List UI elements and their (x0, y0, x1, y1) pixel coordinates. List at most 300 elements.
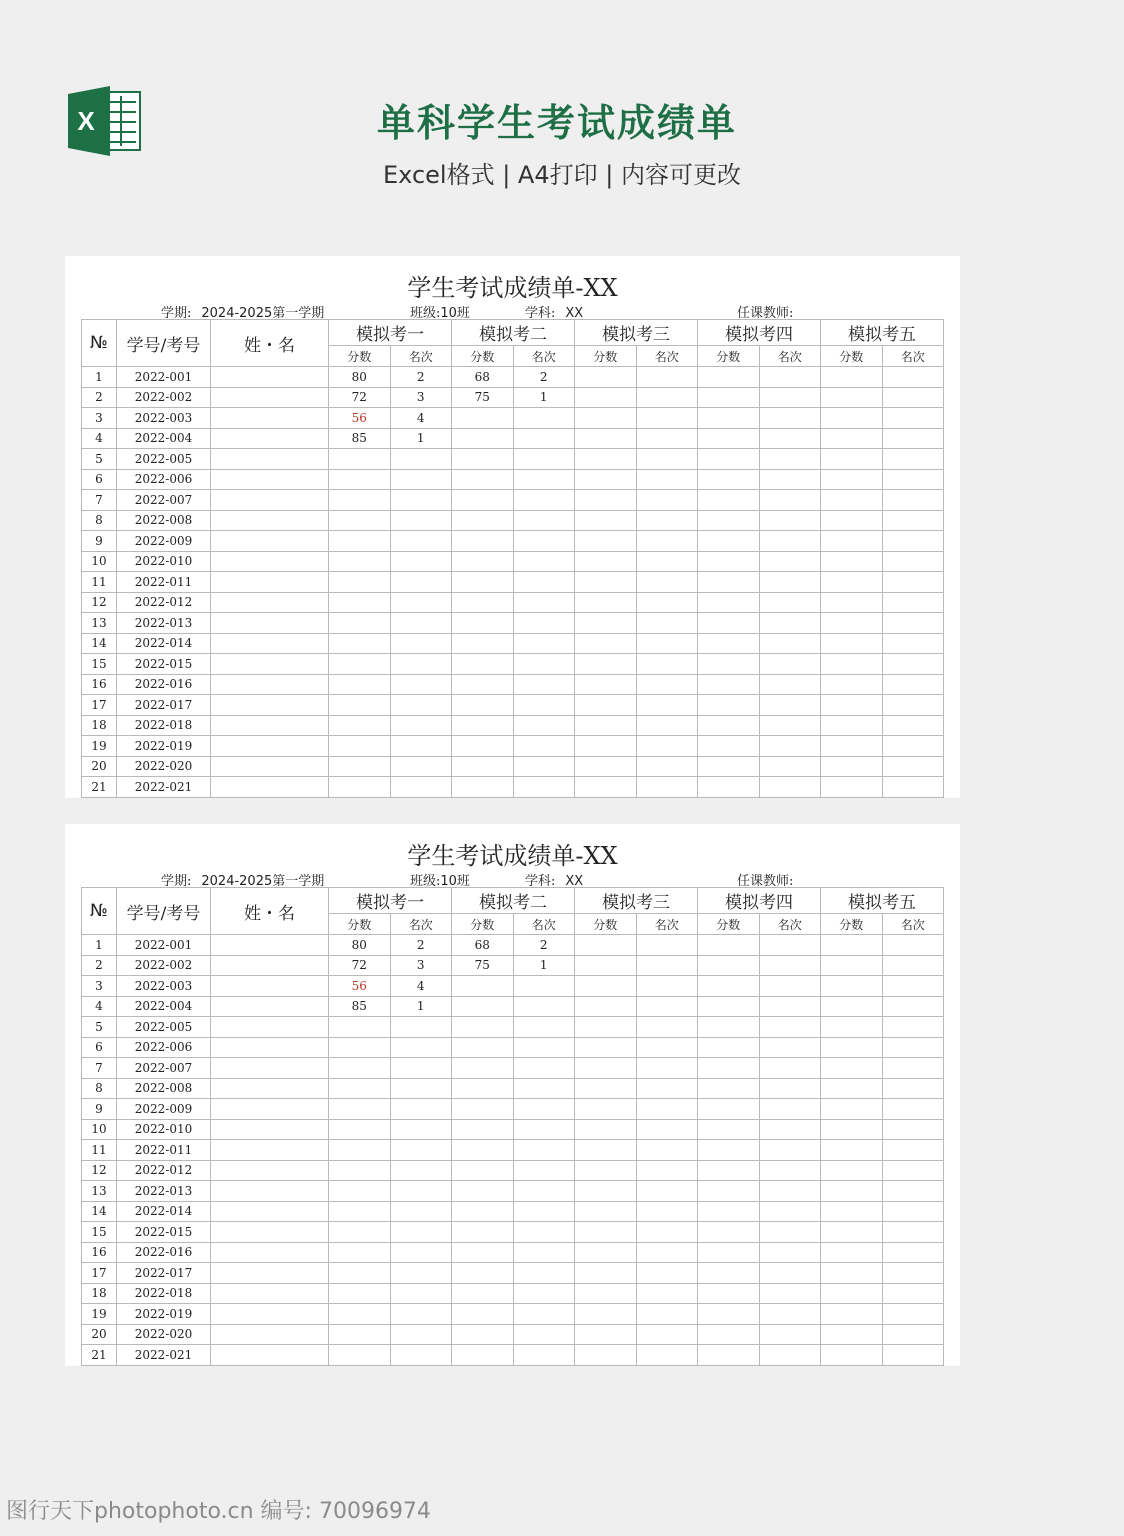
score-cell (329, 654, 391, 675)
student-id: 2022-006 (117, 469, 211, 490)
student-name (211, 469, 329, 490)
col-header-exam-3: 模拟考三 (575, 888, 698, 914)
score-cell (821, 1119, 883, 1140)
score-cell: 68 (452, 367, 514, 388)
score-cell (575, 551, 637, 572)
row-number: 7 (82, 1058, 117, 1079)
student-name (211, 1304, 329, 1325)
rank-cell (513, 551, 575, 572)
score-cell (452, 715, 514, 736)
student-name (211, 695, 329, 716)
student-name (211, 1140, 329, 1161)
score-cell (575, 935, 637, 956)
score-cell (452, 1160, 514, 1181)
rank-cell (882, 1324, 944, 1345)
score-cell (698, 756, 760, 777)
rank-cell (636, 1037, 698, 1058)
rank-cell (390, 510, 452, 531)
rank-cell (636, 1058, 698, 1079)
rank-cell (636, 510, 698, 531)
rank-cell (513, 592, 575, 613)
rank-cell (759, 408, 821, 429)
rank-cell (759, 1140, 821, 1161)
rank-cell (636, 674, 698, 695)
col-header-exam-2: 模拟考二 (452, 320, 575, 346)
col-header-no: № (82, 320, 117, 367)
teacher-label: 任课教师: (737, 306, 794, 321)
page-subtitle: Excel格式 | A4打印 | 内容可更改 (383, 161, 741, 189)
student-name (211, 1078, 329, 1099)
score-table-wrap (81, 887, 943, 1362)
score-cell (698, 633, 760, 654)
score-cell (329, 715, 391, 736)
score-cell (698, 469, 760, 490)
score-cell (329, 695, 391, 716)
row-number: 21 (82, 777, 117, 798)
rank-cell (390, 1078, 452, 1099)
row-number: 6 (82, 1037, 117, 1058)
rank-cell (636, 572, 698, 593)
rank-cell (513, 654, 575, 675)
rank-cell (882, 613, 944, 634)
score-cell (575, 1058, 637, 1079)
score-cell (452, 1078, 514, 1099)
score-cell (575, 1263, 637, 1284)
score-table (81, 887, 944, 1366)
row-number: 14 (82, 633, 117, 654)
col-header-rank: 名次 (513, 346, 575, 367)
student-id: 2022-013 (117, 613, 211, 634)
row-number: 10 (82, 1119, 117, 1140)
rank-cell (882, 572, 944, 593)
row-number: 15 (82, 654, 117, 675)
score-cell (698, 1037, 760, 1058)
score-cell: 75 (452, 955, 514, 976)
score-cell (821, 996, 883, 1017)
score-cell: 56 (329, 408, 391, 429)
rank-cell: 3 (390, 387, 452, 408)
score-cell (575, 1078, 637, 1099)
score-cell (698, 976, 760, 997)
rank-cell (390, 469, 452, 490)
score-cell (329, 756, 391, 777)
rank-cell (636, 428, 698, 449)
score-cell (821, 490, 883, 511)
student-id: 2022-002 (117, 955, 211, 976)
table-row (82, 715, 944, 736)
score-cell (575, 592, 637, 613)
table-row (82, 367, 944, 388)
rank-cell (636, 976, 698, 997)
row-number: 13 (82, 1181, 117, 1202)
rank-cell (513, 1037, 575, 1058)
score-cell (698, 1058, 760, 1079)
score-cell (575, 674, 637, 695)
score-cell (329, 1160, 391, 1181)
subject-label: 学科: (525, 306, 556, 321)
score-cell: 75 (452, 387, 514, 408)
student-id: 2022-005 (117, 1017, 211, 1038)
score-cell (452, 1304, 514, 1325)
student-id: 2022-019 (117, 736, 211, 757)
rank-cell (759, 1304, 821, 1325)
rank-cell (513, 408, 575, 429)
rank-cell (390, 695, 452, 716)
rank-cell (759, 1119, 821, 1140)
score-cell (575, 1283, 637, 1304)
row-number: 8 (82, 510, 117, 531)
score-cell (575, 1201, 637, 1222)
score-cell (698, 510, 760, 531)
score-cell (452, 613, 514, 634)
table-row (82, 1324, 944, 1345)
score-cell (329, 1181, 391, 1202)
score-cell (329, 1017, 391, 1038)
student-name (211, 935, 329, 956)
student-id: 2022-011 (117, 1140, 211, 1161)
score-cell (698, 367, 760, 388)
row-number: 1 (82, 935, 117, 956)
rank-cell (636, 777, 698, 798)
row-number: 9 (82, 1099, 117, 1120)
col-header-rank: 名次 (759, 346, 821, 367)
rank-cell (636, 1160, 698, 1181)
rank-cell (513, 756, 575, 777)
rank-cell (882, 935, 944, 956)
class-label: 班级: (410, 306, 441, 321)
rank-cell (390, 1017, 452, 1038)
student-name (211, 1160, 329, 1181)
rank-cell (882, 1181, 944, 1202)
rank-cell (513, 1263, 575, 1284)
col-header-exam-3: 模拟考三 (575, 320, 698, 346)
score-cell (821, 1017, 883, 1038)
student-name (211, 1222, 329, 1243)
score-cell (575, 633, 637, 654)
student-name (211, 367, 329, 388)
col-header-exam-5: 模拟考五 (821, 888, 944, 914)
row-number: 18 (82, 1283, 117, 1304)
score-cell (821, 1263, 883, 1284)
rank-cell (513, 1119, 575, 1140)
col-header-score: 分数 (821, 914, 883, 935)
rank-cell (882, 510, 944, 531)
rank-cell (513, 449, 575, 470)
student-id: 2022-010 (117, 1119, 211, 1140)
score-cell (329, 1099, 391, 1120)
score-cell: 80 (329, 935, 391, 956)
rank-cell (759, 613, 821, 634)
score-cell (575, 955, 637, 976)
rank-cell (759, 449, 821, 470)
score-cell (698, 1119, 760, 1140)
score-cell (698, 654, 760, 675)
score-cell (329, 1140, 391, 1161)
rank-cell (636, 1181, 698, 1202)
student-name (211, 1242, 329, 1263)
student-id: 2022-013 (117, 1181, 211, 1202)
score-cell (452, 996, 514, 1017)
score-cell (329, 531, 391, 552)
score-cell (698, 1201, 760, 1222)
student-id: 2022-017 (117, 1263, 211, 1284)
rank-cell (882, 756, 944, 777)
rank-cell (882, 633, 944, 654)
rank-cell (882, 408, 944, 429)
score-cell (821, 592, 883, 613)
rank-cell (759, 633, 821, 654)
score-cell (821, 715, 883, 736)
score-cell (452, 408, 514, 429)
rank-cell (636, 1201, 698, 1222)
row-number: 14 (82, 1201, 117, 1222)
row-number: 2 (82, 387, 117, 408)
student-name (211, 1181, 329, 1202)
col-header-rank: 名次 (882, 914, 944, 935)
term-value: 2024-2025第一学期 (201, 874, 325, 889)
rank-cell (636, 654, 698, 675)
rank-cell (759, 469, 821, 490)
table-row (82, 1242, 944, 1263)
score-cell (329, 469, 391, 490)
table-row (82, 1037, 944, 1058)
rank-cell (882, 1345, 944, 1366)
table-row (82, 695, 944, 716)
rank-cell (636, 935, 698, 956)
rank-cell (513, 633, 575, 654)
score-cell (698, 592, 760, 613)
student-name (211, 715, 329, 736)
rank-cell (882, 387, 944, 408)
table-row (82, 1304, 944, 1325)
rank-cell (882, 777, 944, 798)
rank-cell (390, 1324, 452, 1345)
rank-cell (513, 469, 575, 490)
rank-cell: 3 (390, 955, 452, 976)
student-name (211, 490, 329, 511)
score-cell (452, 674, 514, 695)
score-cell (698, 572, 760, 593)
score-cell (329, 633, 391, 654)
rank-cell (882, 592, 944, 613)
row-number: 17 (82, 695, 117, 716)
score-cell (329, 1242, 391, 1263)
rank-cell (759, 1017, 821, 1038)
student-id: 2022-009 (117, 531, 211, 552)
row-number: 16 (82, 674, 117, 695)
student-id: 2022-003 (117, 976, 211, 997)
score-cell (452, 1222, 514, 1243)
col-header-rank: 名次 (636, 914, 698, 935)
rank-cell (882, 654, 944, 675)
score-cell (821, 1099, 883, 1120)
rank-cell (882, 1017, 944, 1038)
table-row (82, 449, 944, 470)
rank-cell (390, 613, 452, 634)
student-name (211, 1058, 329, 1079)
rank-cell (759, 1099, 821, 1120)
score-cell (821, 756, 883, 777)
student-name (211, 756, 329, 777)
score-cell (452, 1119, 514, 1140)
table-row (82, 1345, 944, 1366)
student-name (211, 551, 329, 572)
score-cell (452, 1242, 514, 1263)
student-id: 2022-009 (117, 1099, 211, 1120)
student-name (211, 654, 329, 675)
row-number: 3 (82, 976, 117, 997)
subject-value: XX (565, 306, 584, 321)
row-number: 15 (82, 1222, 117, 1243)
score-cell (821, 572, 883, 593)
rank-cell (636, 1324, 698, 1345)
student-name (211, 408, 329, 429)
rank-cell (390, 756, 452, 777)
score-cell (698, 1078, 760, 1099)
rank-cell (636, 449, 698, 470)
student-name (211, 428, 329, 449)
row-number: 9 (82, 531, 117, 552)
student-id: 2022-012 (117, 1160, 211, 1181)
rank-cell (390, 1160, 452, 1181)
student-name (211, 777, 329, 798)
score-cell (452, 469, 514, 490)
rank-cell (636, 1242, 698, 1263)
score-cell: 72 (329, 955, 391, 976)
score-cell (698, 1304, 760, 1325)
rank-cell (390, 1201, 452, 1222)
score-cell (329, 1201, 391, 1222)
rank-cell (513, 777, 575, 798)
score-cell (452, 1324, 514, 1345)
score-cell (329, 1222, 391, 1243)
table-row (82, 1078, 944, 1099)
table-row (82, 387, 944, 408)
row-number: 11 (82, 572, 117, 593)
row-number: 7 (82, 490, 117, 511)
rank-cell (513, 613, 575, 634)
score-cell (329, 674, 391, 695)
term-value: 2024-2025第一学期 (201, 306, 325, 321)
score-cell (575, 736, 637, 757)
col-header-score: 分数 (329, 346, 391, 367)
student-name (211, 572, 329, 593)
rank-cell (759, 976, 821, 997)
rank-cell (759, 1263, 821, 1284)
score-cell (452, 1263, 514, 1284)
col-header-rank: 名次 (390, 346, 452, 367)
score-cell (698, 1140, 760, 1161)
student-id: 2022-001 (117, 935, 211, 956)
score-cell (698, 408, 760, 429)
student-id: 2022-007 (117, 1058, 211, 1079)
row-number: 13 (82, 613, 117, 634)
rank-cell (636, 715, 698, 736)
rank-cell (513, 736, 575, 757)
rank-cell (882, 1140, 944, 1161)
rank-cell (390, 1263, 452, 1284)
class-value: 10班 (440, 874, 470, 889)
score-cell (821, 674, 883, 695)
rank-cell (882, 469, 944, 490)
table-row (82, 633, 944, 654)
score-cell (575, 1017, 637, 1038)
rank-cell: 2 (513, 935, 575, 956)
col-header-score: 分数 (698, 346, 760, 367)
score-cell (329, 551, 391, 572)
score-cell (575, 490, 637, 511)
rank-cell (882, 1201, 944, 1222)
rank-cell (513, 1181, 575, 1202)
sheet-title: 学生考试成绩单-XX (407, 274, 618, 302)
rank-cell: 1 (390, 996, 452, 1017)
student-id: 2022-012 (117, 592, 211, 613)
score-cell (452, 1283, 514, 1304)
table-row (82, 1017, 944, 1038)
score-cell (698, 1345, 760, 1366)
rank-cell (636, 613, 698, 634)
score-cell (698, 1181, 760, 1202)
row-number: 20 (82, 1324, 117, 1345)
score-cell (575, 408, 637, 429)
rank-cell (759, 490, 821, 511)
score-cell (452, 1099, 514, 1120)
rank-cell (390, 449, 452, 470)
col-header-name: 姓・名 (211, 320, 329, 367)
score-cell (452, 490, 514, 511)
score-cell: 56 (329, 976, 391, 997)
col-header-rank: 名次 (636, 346, 698, 367)
rank-cell (636, 592, 698, 613)
score-cell (575, 1099, 637, 1120)
rank-cell (390, 654, 452, 675)
student-id: 2022-020 (117, 756, 211, 777)
score-cell (821, 449, 883, 470)
rank-cell (759, 715, 821, 736)
student-id: 2022-019 (117, 1304, 211, 1325)
rank-cell (882, 715, 944, 736)
score-cell (698, 996, 760, 1017)
score-cell (821, 1058, 883, 1079)
col-header-score: 分数 (575, 346, 637, 367)
rank-cell (513, 490, 575, 511)
rank-cell (759, 1222, 821, 1243)
score-cell (821, 1345, 883, 1366)
col-header-name: 姓・名 (211, 888, 329, 935)
rank-cell (513, 674, 575, 695)
rank-cell (759, 572, 821, 593)
score-cell (452, 1017, 514, 1038)
score-cell (821, 1160, 883, 1181)
score-cell (698, 695, 760, 716)
student-name (211, 531, 329, 552)
student-id: 2022-015 (117, 1222, 211, 1243)
table-row (82, 777, 944, 798)
score-cell (821, 387, 883, 408)
rank-cell (513, 428, 575, 449)
score-cell: 68 (452, 935, 514, 956)
score-cell (575, 756, 637, 777)
score-cell (698, 1222, 760, 1243)
col-header-rank: 名次 (390, 914, 452, 935)
score-cell (575, 715, 637, 736)
student-name (211, 1099, 329, 1120)
score-cell (698, 674, 760, 695)
rank-cell (636, 756, 698, 777)
col-header-score: 分数 (575, 914, 637, 935)
score-sheet (65, 824, 960, 1366)
rank-cell (759, 1201, 821, 1222)
